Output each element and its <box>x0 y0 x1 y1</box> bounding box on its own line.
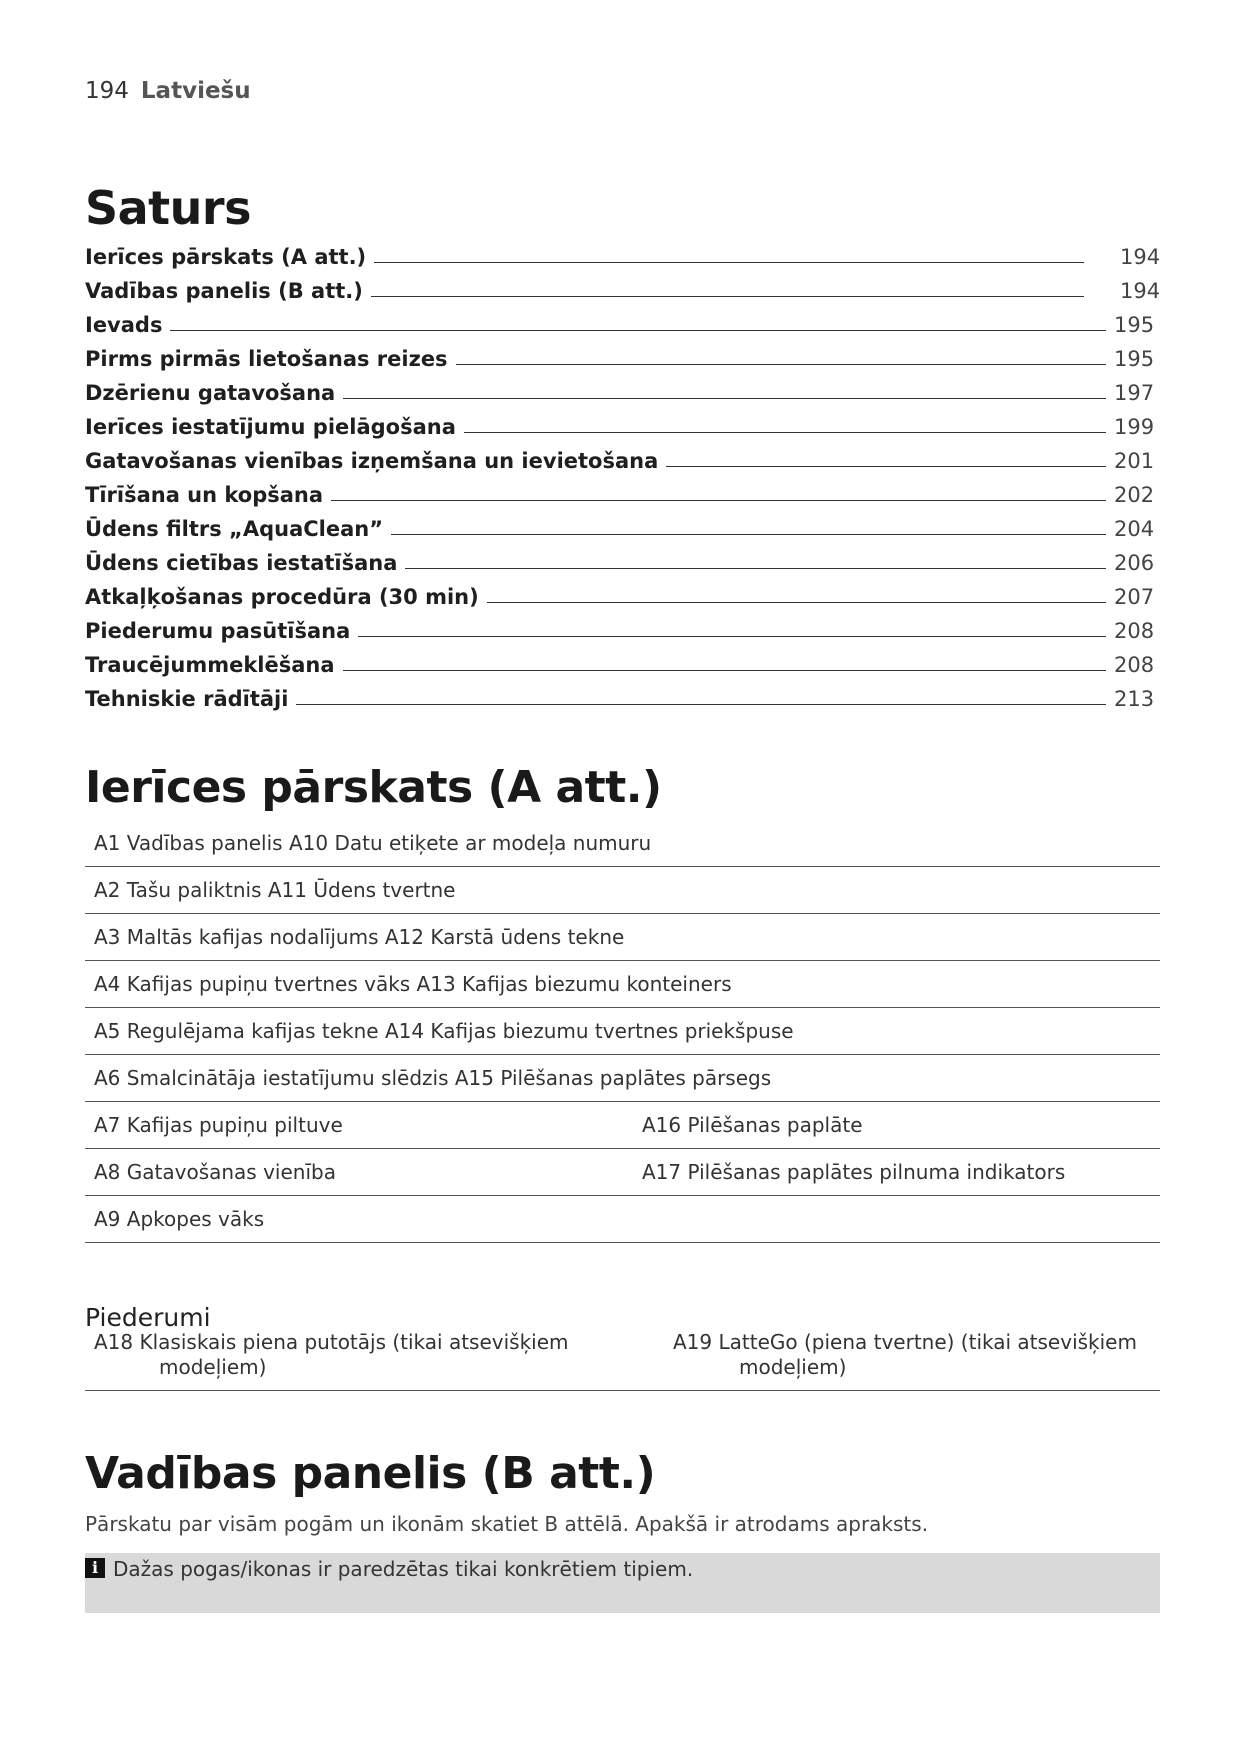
running-header <box>85 78 251 104</box>
part-cell: A6 Smalcinātāja iestatījumu slēdzis A15 Pilēšanas paplātes pārsegs <box>94 1066 772 1090</box>
toc-entry-label: Ierīces pārskats (A att.) <box>85 245 367 269</box>
table-row <box>85 1149 1160 1196</box>
toc-entry[interactable] <box>85 407 1160 441</box>
toc-entry-page: 207 <box>1114 585 1155 609</box>
toc-entry-page: 194 <box>1120 245 1161 269</box>
part-cell: A5 Regulējama kafijas tekne A14 Kafijas biezumu tvertnes priekšpuse <box>94 1019 794 1043</box>
dot-leader <box>487 602 1106 603</box>
toc-entry-label: Piederumu pasūtīšana <box>85 619 351 643</box>
toc-entry[interactable] <box>85 441 1160 475</box>
accessory-a19 <box>673 1330 1160 1380</box>
toc-entry-page: 204 <box>1114 517 1155 541</box>
part-cell: A9 Apkopes vāks <box>94 1207 265 1231</box>
toc-entry-label: Ierīces iestatījumu pielāgošana <box>85 415 456 439</box>
dot-leader <box>331 500 1106 501</box>
dot-leader <box>343 398 1106 399</box>
parts-table <box>85 820 1160 1243</box>
dot-leader <box>296 704 1106 705</box>
dot-leader <box>343 670 1106 671</box>
table-of-contents <box>85 237 1160 713</box>
toc-entry-page: 201 <box>1114 449 1155 473</box>
dot-leader <box>170 330 1106 331</box>
accessories-table <box>85 1324 1160 1391</box>
language-label: Latviešu <box>140 78 251 104</box>
table-row <box>85 1102 1160 1149</box>
dot-leader <box>405 568 1106 569</box>
device-overview-title: Ierīces pārskats (A att.) <box>85 762 662 813</box>
accessory-a18-line1: A18 Klasiskais piena putotājs (tikai atsevišķiem <box>94 1330 569 1354</box>
info-icon: i <box>85 1558 105 1578</box>
part-cell: A16 Pilēšanas paplāte <box>642 1113 863 1137</box>
toc-entry-label: Ievads <box>85 313 163 337</box>
toc-entry[interactable] <box>85 339 1160 373</box>
toc-entry[interactable] <box>85 611 1160 645</box>
control-panel-title: Vadības panelis (B att.) <box>85 1448 656 1499</box>
part-cell: A3 Maltās kafijas nodalījums A12 Karstā ūdens tekne <box>94 925 625 949</box>
toc-entry-page: 197 <box>1114 381 1155 405</box>
part-cell: A4 Kafijas pupiņu tvertnes vāks A13 Kafijas biezumu konteiners <box>94 972 732 996</box>
accessory-a19-line1: A19 LatteGo (piena tvertne) (tikai atsevišķiem <box>673 1330 1137 1354</box>
toc-entry-label: Atkaļķošanas procedūra (30 min) <box>85 585 479 609</box>
toc-title: Saturs <box>85 181 251 235</box>
toc-entry[interactable] <box>85 475 1160 509</box>
toc-entry-label: Gatavošanas vienības izņemšana un ievietošana <box>85 449 659 473</box>
toc-entry-page: 199 <box>1114 415 1155 439</box>
toc-entry-page: 208 <box>1114 619 1155 643</box>
toc-entry-label: Dzērienu gatavošana <box>85 381 336 405</box>
table-row <box>85 914 1160 961</box>
table-row <box>85 1055 1160 1102</box>
accessories-heading: Piederumi <box>85 1302 211 1332</box>
toc-entry[interactable] <box>85 577 1160 611</box>
part-cell: A1 Vadības panelis A10 Datu etiķete ar modeļa numuru <box>94 831 652 855</box>
toc-entry[interactable] <box>85 237 1160 271</box>
toc-entry-label: Vadības panelis (B att.) <box>85 279 363 303</box>
table-row <box>85 961 1160 1008</box>
dot-leader <box>666 466 1106 467</box>
toc-entry[interactable] <box>85 543 1160 577</box>
part-cell: A7 Kafijas pupiņu piltuve <box>94 1113 343 1137</box>
accessory-a18 <box>94 1330 594 1380</box>
toc-entry-label: Tehniskie rādītāji <box>85 687 289 711</box>
toc-entry-label: Traucējummeklēšana <box>85 653 335 677</box>
page-number: 194 <box>85 78 129 104</box>
table-row <box>85 820 1160 867</box>
info-note-text: Dažas pogas/ikonas ir paredzētas tikai konkrētiem tipiem. <box>113 1557 694 1581</box>
toc-entry-page: 208 <box>1114 653 1155 677</box>
part-cell: A8 Gatavošanas vienība <box>94 1160 336 1184</box>
dot-leader <box>464 432 1106 433</box>
toc-entry-label: Pirms pirmās lietošanas reizes <box>85 347 448 371</box>
toc-entry-label: Ūdens cietības iestatīšana <box>85 551 398 575</box>
toc-entry[interactable] <box>85 271 1160 305</box>
toc-entry-page: 206 <box>1114 551 1155 575</box>
toc-entry-page: 195 <box>1114 347 1155 371</box>
dot-leader <box>371 296 1084 297</box>
dot-leader <box>374 262 1084 263</box>
accessory-a19-line2: modeļiem) <box>739 1355 847 1379</box>
toc-entry[interactable] <box>85 509 1160 543</box>
toc-entry[interactable] <box>85 679 1160 713</box>
dot-leader <box>456 364 1106 365</box>
toc-entry[interactable] <box>85 305 1160 339</box>
toc-entry-page: 195 <box>1114 313 1155 337</box>
toc-entry-page: 202 <box>1114 483 1155 507</box>
table-row <box>85 867 1160 914</box>
dot-leader <box>391 534 1106 535</box>
table-row <box>85 1008 1160 1055</box>
control-panel-description: Pārskatu par visām pogām un ikonām skatiet B attēlā. Apakšā ir atrodams apraksts. <box>85 1512 929 1536</box>
toc-entry[interactable] <box>85 645 1160 679</box>
table-row <box>85 1196 1160 1243</box>
toc-entry-page: 194 <box>1120 279 1161 303</box>
part-cell: A2 Tašu paliktnis A11 Ūdens tvertne <box>94 878 456 902</box>
toc-entry-page: 213 <box>1114 687 1155 711</box>
dot-leader <box>358 636 1106 637</box>
toc-entry-label: Tīrīšana un kopšana <box>85 483 324 507</box>
accessory-a18-line2: modeļiem) <box>159 1355 267 1379</box>
info-note <box>85 1553 1160 1613</box>
toc-entry-label: Ūdens filtrs „AquaClean” <box>85 517 384 541</box>
part-cell: A17 Pilēšanas paplātes pilnuma indikators <box>642 1160 1066 1184</box>
toc-entry[interactable] <box>85 373 1160 407</box>
